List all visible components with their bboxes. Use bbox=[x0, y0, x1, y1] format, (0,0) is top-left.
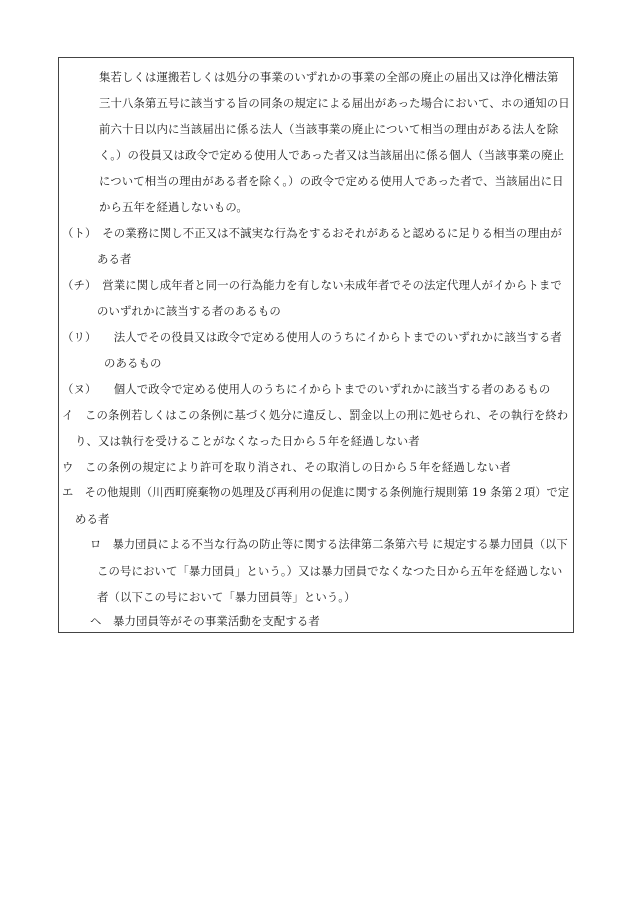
text-line-16: ウ この条例の規定により許可を取り消され、その取消しの日から５年を経過しない者 bbox=[62, 460, 511, 474]
text-line-4: く。）の役員又は政令で定める使用人であった者又は当該届出に係る個人（当該事業の廃止 bbox=[99, 148, 565, 162]
text-line-21: 者（以下この号において「暴力団員等」という。） bbox=[97, 590, 356, 604]
text-line-13: （ヌ） 個人で政令で定める使用人のうちにイからトまでのいずれかに該当する者のあるもの bbox=[62, 382, 551, 396]
text-line-6: から五年を経過しないもの。 bbox=[99, 200, 248, 214]
text-line-20: この号において「暴力団員」という。）又は暴力団員でなくなつた日から五年を経過しない bbox=[97, 564, 563, 578]
text-line-3: 前六十日以内に当該届出に係る法人（当該事業の廃止について相当の理由がある法人を除 bbox=[99, 122, 559, 136]
text-line-1: 集若しくは運搬若しくは処分の事業のいずれかの事業の全部の廃止の届出又は浄化槽法第 bbox=[99, 70, 559, 84]
text-line-17: エ その他規則（川西町廃棄物の処理及び再利用の促進に関する条例施行規則第 19 条第２項）で定 bbox=[62, 486, 570, 499]
text-line-2: 三十八条第五号に該当する旨の同条の規定による届出があった場合において、ホの通知の日 bbox=[99, 96, 570, 110]
text-line-10: のいずれかに該当する者のあるもの bbox=[97, 304, 281, 318]
text-line-22: ヘ 暴力団員等がその事業活動を支配する者 bbox=[90, 614, 320, 628]
text-line-5: について相当の理由がある者を除く。）の政令で定める使用人であった者で、当該届出に日 bbox=[99, 174, 564, 188]
text-line-18: める者 bbox=[75, 512, 110, 526]
text-line-7: （ト） その業務に関し不正又は不誠実な行為をするおそれがあると認めるに足りる相当の理由が bbox=[62, 226, 562, 240]
text-line-15: り、又は執行を受けることがなくなった日から５年を経過しない者 bbox=[75, 434, 420, 448]
text-line-19: ロ 暴力団員による不当な行為の防止等に関する法律第二条第六号 に規定する暴力団員（以下 bbox=[90, 538, 568, 551]
text-line-14: イ この条例若しくはこの条例に基づく処分に違反し、罰金以上の刑に処せられ、その執行を終わ bbox=[62, 408, 569, 422]
text-line-12: のあるもの bbox=[104, 356, 162, 370]
text-line-8: ある者 bbox=[97, 252, 132, 266]
text-line-11: （リ） 法人でその役員又は政令で定める使用人のうちにイからトまでのいずれかに該当する者 bbox=[62, 330, 562, 344]
text-line-9: （チ） 営業に関し成年者と同一の行為能力を有しない未成年者でその法定代理人がイからトまで bbox=[62, 278, 562, 292]
